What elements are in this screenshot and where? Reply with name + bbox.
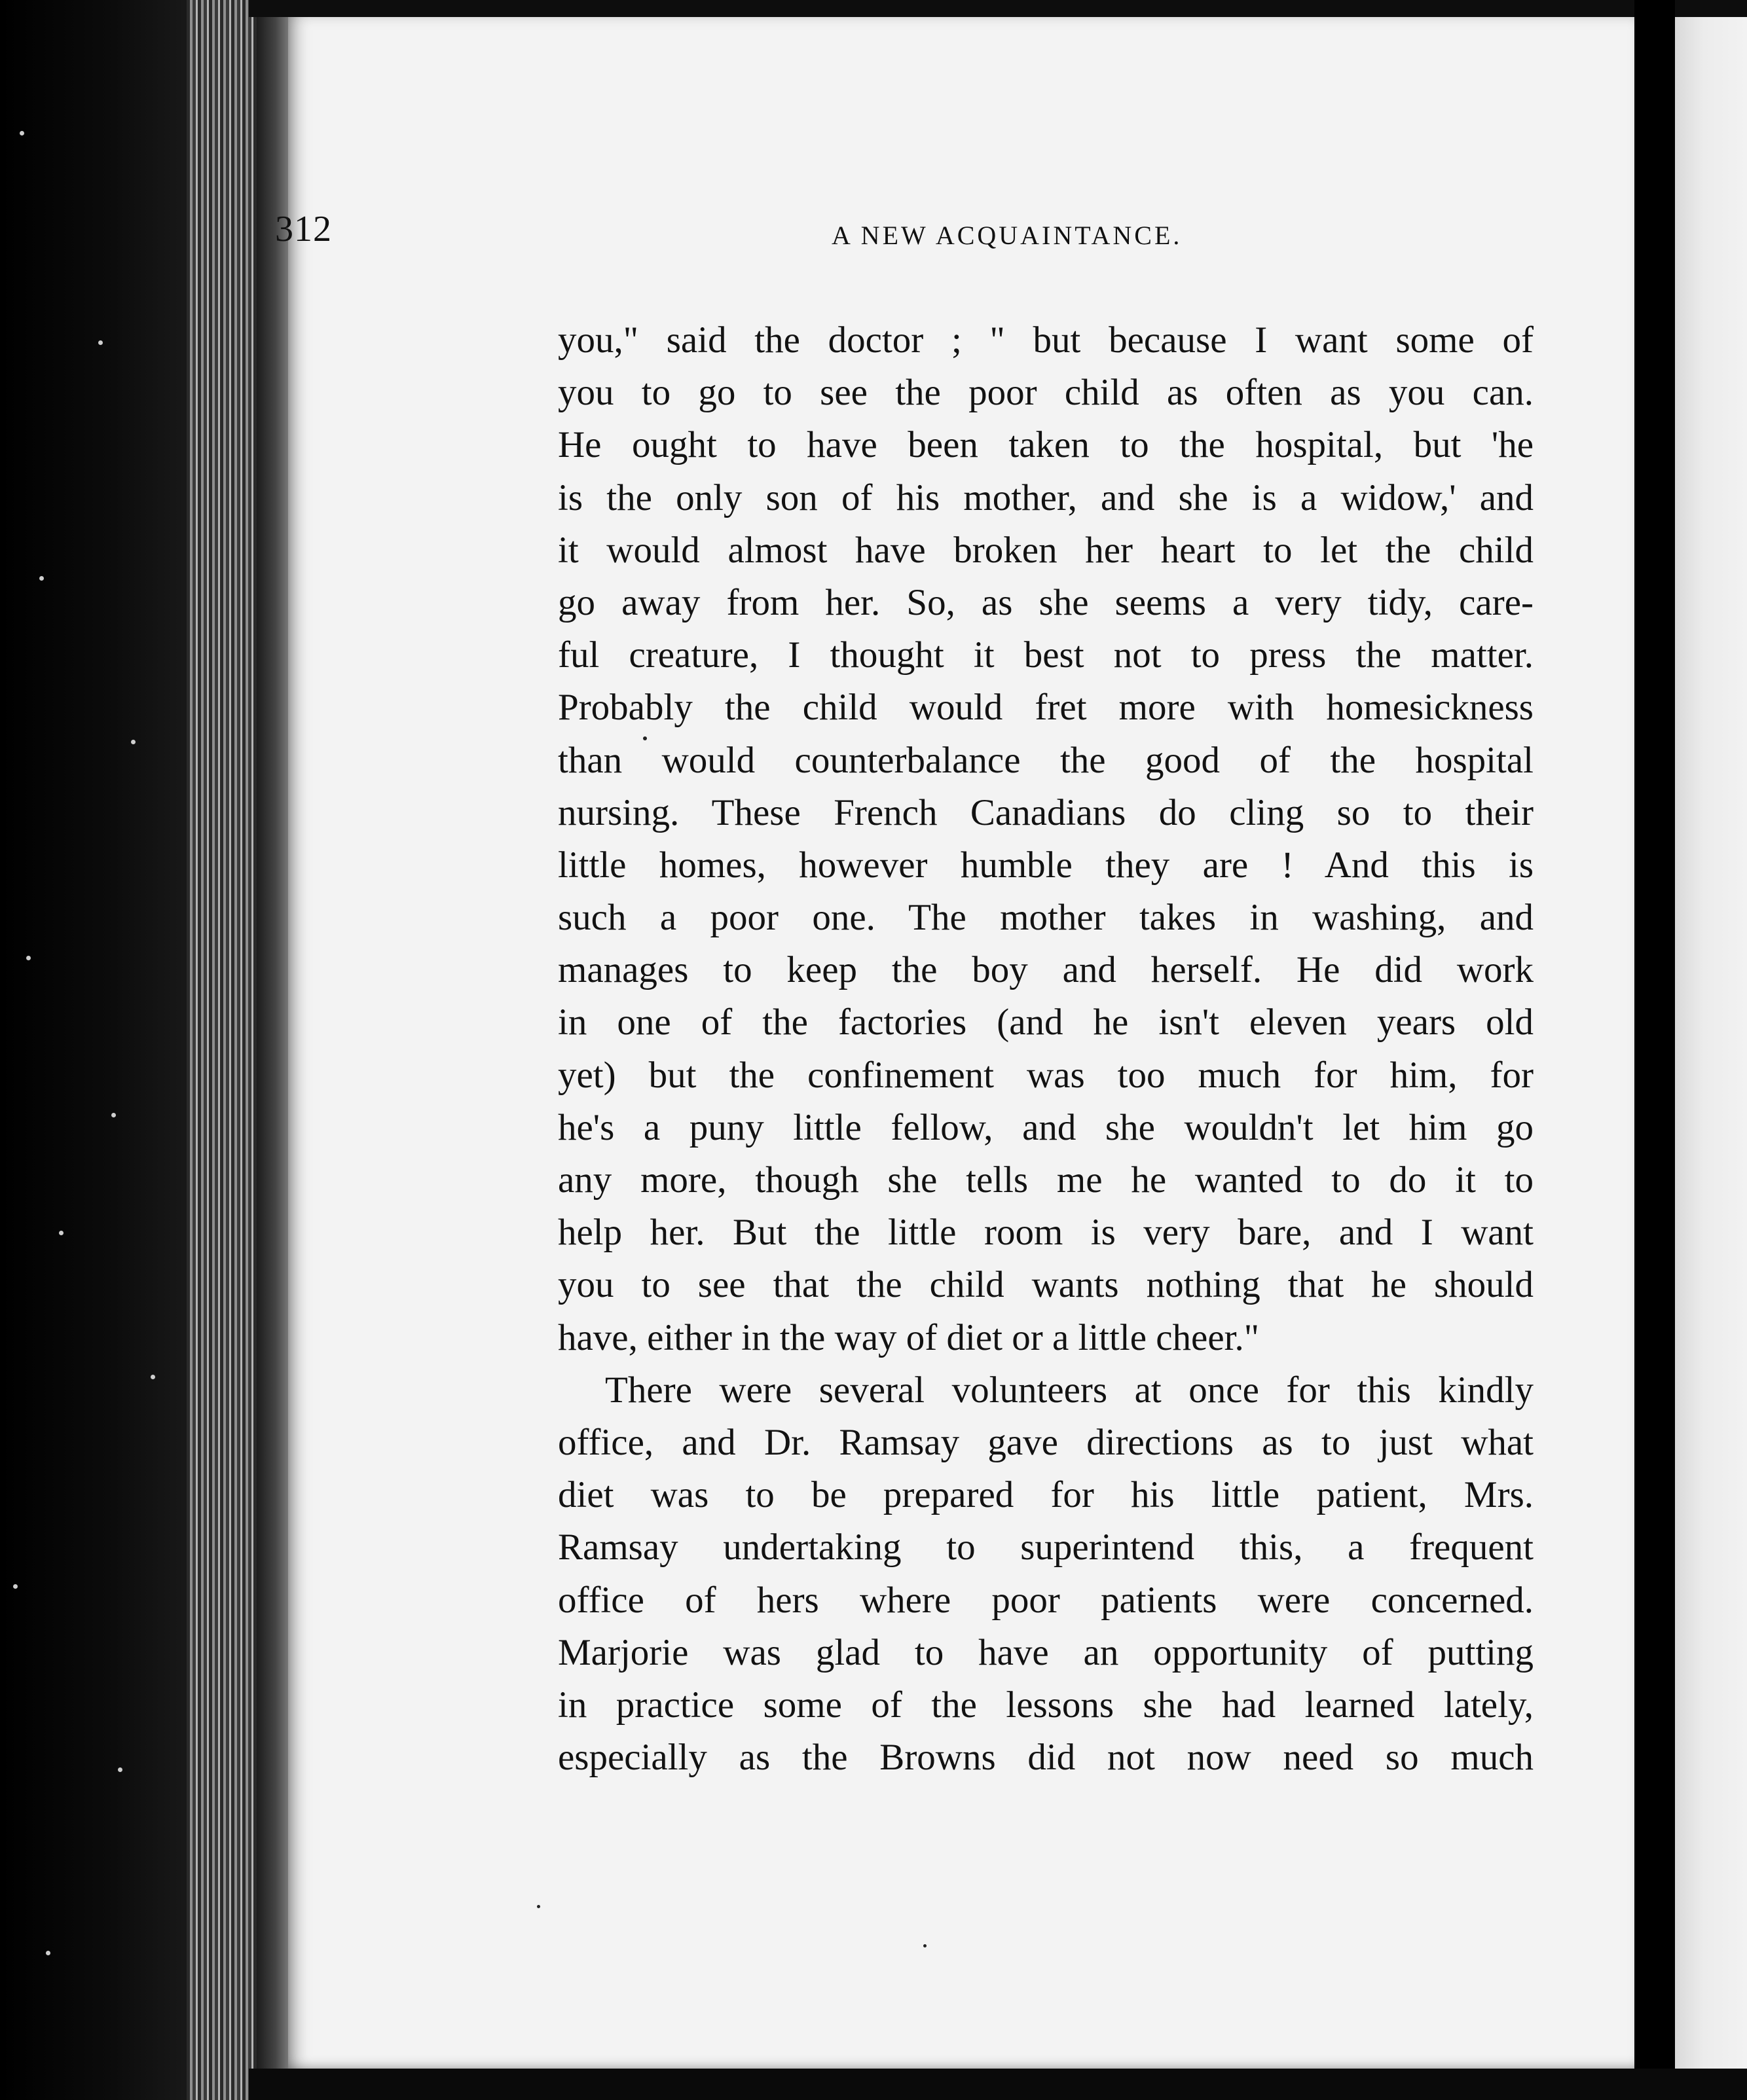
dust-speck [118, 1767, 122, 1772]
text-line: manages to keep the boy and herself. He did work [558, 949, 1534, 991]
top-dark-border [249, 0, 1747, 17]
dust-speck [111, 1113, 116, 1117]
dust-speck [13, 1584, 18, 1589]
dust-speck [131, 740, 136, 744]
scanner-background-left [0, 0, 196, 2100]
text-line: in practice some of the lessons she had learned lately, [558, 1684, 1534, 1726]
text-line: go away from her. So, as she seems a very tidy, care- [558, 581, 1534, 623]
text-line: is the only son of his mother, and she is a widow,' and [558, 477, 1534, 518]
text-line: help her. But the little room is very bare, and I want [558, 1212, 1534, 1254]
text-line: diet was to be prepared for his little patient, Mrs. [558, 1474, 1534, 1516]
dust-speck [46, 1951, 50, 1955]
text-line: have, either in the way of diet or a little cheer." [558, 1316, 1260, 1358]
text-line: yet) but the confinement was too much for him, for [558, 1054, 1534, 1096]
facing-page-top-border [1675, 0, 1747, 17]
text-line: you to see that the child wants nothing that he should [558, 1264, 1534, 1306]
text-line: ful creature, I thought it best not to press the matter. [558, 634, 1534, 676]
text-line: any more, though she tells me he wanted to do it to [558, 1159, 1534, 1201]
text-line: you to go to see the poor child as often as you can. [558, 372, 1534, 414]
dust-speck [26, 956, 31, 960]
page-number: 312 [275, 209, 332, 249]
facing-page-sliver [1675, 0, 1747, 2100]
dust-speck [151, 1375, 155, 1379]
running-title: A NEW ACQUAINTANCE. [832, 221, 1183, 250]
text-line: little homes, however humble they are ! And this is [558, 844, 1534, 886]
text-line: than would counterbalance the good of the hospital [558, 739, 1534, 781]
text-line: Marjorie was glad to have an opportunity of putting [558, 1631, 1534, 1673]
text-line: Probably the child would fret more with homesickness [558, 687, 1534, 729]
text-line: nursing. These French Canadians do cling so to their [558, 791, 1534, 833]
text-line: office of hers where poor patients were concerned. [558, 1579, 1534, 1621]
ink-mark [537, 1905, 540, 1908]
text-line: he's a puny little fellow, and she wouldn't let him go [558, 1106, 1534, 1148]
text-line: He ought to have been taken to the hospital, but 'he [558, 424, 1534, 466]
paragraph-first-line: There were several volunteers at once for this kindly [605, 1369, 1534, 1411]
text-line: you," said the doctor ; " but because I want some of [558, 319, 1534, 361]
bottom-dark-border [249, 2069, 1747, 2100]
text-line: office, and Dr. Ramsay gave directions as to just what [558, 1421, 1534, 1463]
page-edge-shadow [257, 0, 288, 2100]
text-line: such a poor one. The mother takes in washing, and [558, 897, 1534, 939]
book-gutter [1634, 0, 1675, 2100]
text-line: in one of the factories (and he isn't eleven years old [558, 1002, 1534, 1043]
text-line: Ramsay undertaking to superintend this, a frequent [558, 1527, 1534, 1568]
text-line: it would almost have broken her heart to let the child [558, 529, 1534, 571]
page-body [558, 314, 1534, 1784]
dust-speck [98, 340, 103, 345]
ink-mark [923, 1944, 927, 1947]
dust-speck [59, 1231, 64, 1235]
text-line: especially as the Browns did not now need so much [558, 1737, 1534, 1779]
dust-speck [39, 576, 44, 581]
dust-speck [20, 131, 24, 136]
